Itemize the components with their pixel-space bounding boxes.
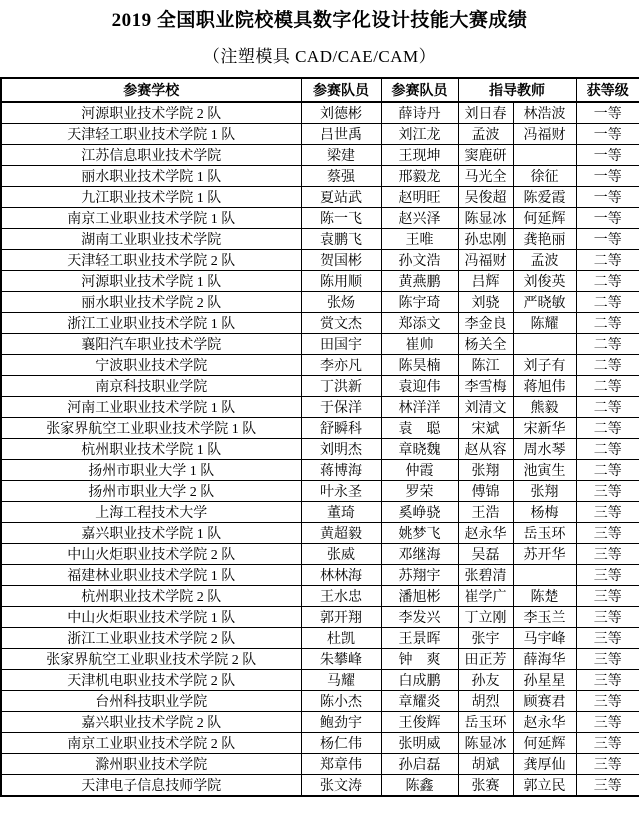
member1-cell: 杜凯 bbox=[301, 628, 381, 649]
page-subtitle: （注塑模具 CAD/CAE/CAM） bbox=[202, 47, 437, 66]
school-cell: 上海工程技术大学 bbox=[1, 502, 301, 523]
teacher1-cell: 吴磊 bbox=[458, 544, 513, 565]
teacher1-cell: 赵从容 bbox=[458, 439, 513, 460]
member1-cell: 舒瞬科 bbox=[301, 418, 381, 439]
table-row bbox=[1, 460, 639, 481]
member1-cell: 张文涛 bbox=[301, 775, 381, 797]
award-cell: 三等 bbox=[576, 502, 639, 523]
school-cell: 扬州市职业大学 2 队 bbox=[1, 481, 301, 502]
member2-cell: 仲霞 bbox=[381, 460, 458, 481]
member2-cell: 袁迎伟 bbox=[381, 376, 458, 397]
member1-cell: 夏站武 bbox=[301, 187, 381, 208]
teacher2-cell: 蒋旭伟 bbox=[513, 376, 576, 397]
award-cell: 一等 bbox=[576, 187, 639, 208]
table-row bbox=[1, 670, 639, 691]
award-cell: 三等 bbox=[576, 628, 639, 649]
member2-cell: 邓继海 bbox=[381, 544, 458, 565]
table-row bbox=[1, 250, 639, 271]
member1-cell: 袁鹏飞 bbox=[301, 229, 381, 250]
teacher1-cell: 孙忠刚 bbox=[458, 229, 513, 250]
member2-cell: 章晓魏 bbox=[381, 439, 458, 460]
teacher2-cell: 杨梅 bbox=[513, 502, 576, 523]
teacher2-cell: 薛海华 bbox=[513, 649, 576, 670]
table-row bbox=[1, 166, 639, 187]
member2-cell: 李发兴 bbox=[381, 607, 458, 628]
teacher1-cell: 张宇 bbox=[458, 628, 513, 649]
award-cell: 二等 bbox=[576, 460, 639, 481]
teacher1-cell: 马光全 bbox=[458, 166, 513, 187]
teacher1-cell: 李金良 bbox=[458, 313, 513, 334]
school-cell: 杭州职业技术学院 1 队 bbox=[1, 439, 301, 460]
teacher1-cell: 冯福财 bbox=[458, 250, 513, 271]
award-cell: 二等 bbox=[576, 250, 639, 271]
school-cell: 福建林业职业技术学院 1 队 bbox=[1, 565, 301, 586]
member2-cell: 苏翔宇 bbox=[381, 565, 458, 586]
member2-cell: 邢毅龙 bbox=[381, 166, 458, 187]
teacher2-cell: 严晓敏 bbox=[513, 292, 576, 313]
table-row bbox=[1, 565, 639, 586]
table-row bbox=[1, 102, 639, 124]
member1-cell: 吕世禹 bbox=[301, 124, 381, 145]
teacher2-cell: 周水琴 bbox=[513, 439, 576, 460]
member2-cell: 章耀炎 bbox=[381, 691, 458, 712]
teacher2-cell: 郭立民 bbox=[513, 775, 576, 797]
member1-cell: 张威 bbox=[301, 544, 381, 565]
table-row bbox=[1, 754, 639, 775]
teacher2-cell: 李玉兰 bbox=[513, 607, 576, 628]
member1-cell: 梁建 bbox=[301, 145, 381, 166]
member2-cell: 陈宇琦 bbox=[381, 292, 458, 313]
school-cell: 河南工业职业技术学院 1 队 bbox=[1, 397, 301, 418]
teacher2-cell: 孙星星 bbox=[513, 670, 576, 691]
table-row bbox=[1, 355, 639, 376]
teacher1-cell: 胡烈 bbox=[458, 691, 513, 712]
member1-cell: 贺国彬 bbox=[301, 250, 381, 271]
teacher1-cell: 吕辉 bbox=[458, 271, 513, 292]
teacher1-cell: 吴俊超 bbox=[458, 187, 513, 208]
member1-cell: 马耀 bbox=[301, 670, 381, 691]
school-cell: 江苏信息职业技术学院 bbox=[1, 145, 301, 166]
member2-cell: 王现坤 bbox=[381, 145, 458, 166]
school-cell: 湖南工业职业技术学院 bbox=[1, 229, 301, 250]
header-member2: 参赛队员 bbox=[381, 78, 458, 102]
award-cell: 三等 bbox=[576, 691, 639, 712]
teacher2-cell: 宋新华 bbox=[513, 418, 576, 439]
teacher1-cell: 杨关全 bbox=[458, 334, 513, 355]
member1-cell: 张炀 bbox=[301, 292, 381, 313]
school-cell: 南京科技职业学院 bbox=[1, 376, 301, 397]
member1-cell: 李亦凡 bbox=[301, 355, 381, 376]
teacher1-cell: 赵永华 bbox=[458, 523, 513, 544]
table-row bbox=[1, 502, 639, 523]
member1-cell: 陈用顺 bbox=[301, 271, 381, 292]
school-cell: 中山火炬职业技术学院 1 队 bbox=[1, 607, 301, 628]
member1-cell: 杨仁伟 bbox=[301, 733, 381, 754]
award-cell: 一等 bbox=[576, 124, 639, 145]
award-cell: 三等 bbox=[576, 565, 639, 586]
teacher2-cell: 林浩波 bbox=[513, 102, 576, 124]
award-cell: 二等 bbox=[576, 271, 639, 292]
teacher1-cell: 陈显冰 bbox=[458, 733, 513, 754]
member2-cell: 孙文浩 bbox=[381, 250, 458, 271]
teacher2-cell bbox=[513, 565, 576, 586]
teacher2-cell: 岳玉环 bbox=[513, 523, 576, 544]
teacher2-cell: 何延辉 bbox=[513, 208, 576, 229]
member1-cell: 田国宇 bbox=[301, 334, 381, 355]
table-row bbox=[1, 649, 639, 670]
teacher2-cell: 苏开华 bbox=[513, 544, 576, 565]
member1-cell: 于保洋 bbox=[301, 397, 381, 418]
teacher2-cell: 顾赛君 bbox=[513, 691, 576, 712]
award-cell: 三等 bbox=[576, 712, 639, 733]
award-cell: 二等 bbox=[576, 397, 639, 418]
member1-cell: 刘明杰 bbox=[301, 439, 381, 460]
member1-cell: 蔡强 bbox=[301, 166, 381, 187]
table-row bbox=[1, 145, 639, 166]
school-cell: 滁州职业技术学院 bbox=[1, 754, 301, 775]
table-row bbox=[1, 733, 639, 754]
header-teachers: 指导教师 bbox=[458, 78, 576, 102]
teacher1-cell: 王浩 bbox=[458, 502, 513, 523]
school-cell: 嘉兴职业技术学院 1 队 bbox=[1, 523, 301, 544]
member1-cell: 郑章伟 bbox=[301, 754, 381, 775]
member2-cell: 袁 聪 bbox=[381, 418, 458, 439]
table-row bbox=[1, 586, 639, 607]
school-cell: 浙江工业职业技术学院 2 队 bbox=[1, 628, 301, 649]
member2-cell: 陈昊楠 bbox=[381, 355, 458, 376]
award-cell: 三等 bbox=[576, 481, 639, 502]
award-cell: 一等 bbox=[576, 208, 639, 229]
award-cell: 三等 bbox=[576, 544, 639, 565]
teacher2-cell: 徐征 bbox=[513, 166, 576, 187]
teacher1-cell: 陈显冰 bbox=[458, 208, 513, 229]
member1-cell: 陈小杰 bbox=[301, 691, 381, 712]
member2-cell: 白成鹏 bbox=[381, 670, 458, 691]
table-row bbox=[1, 523, 639, 544]
member2-cell: 王唯 bbox=[381, 229, 458, 250]
table-row bbox=[1, 229, 639, 250]
table-row bbox=[1, 628, 639, 649]
teacher2-cell bbox=[513, 145, 576, 166]
teacher2-cell: 赵永华 bbox=[513, 712, 576, 733]
school-cell: 天津电子信息技师学院 bbox=[1, 775, 301, 797]
teacher1-cell: 孟波 bbox=[458, 124, 513, 145]
teacher1-cell: 岳玉环 bbox=[458, 712, 513, 733]
award-cell: 三等 bbox=[576, 754, 639, 775]
header-school: 参赛学校 bbox=[1, 78, 301, 102]
teacher2-cell: 熊毅 bbox=[513, 397, 576, 418]
award-cell: 二等 bbox=[576, 376, 639, 397]
member1-cell: 郭开翔 bbox=[301, 607, 381, 628]
teacher2-cell bbox=[513, 334, 576, 355]
member2-cell: 林洋洋 bbox=[381, 397, 458, 418]
table-row bbox=[1, 271, 639, 292]
teacher1-cell: 陈江 bbox=[458, 355, 513, 376]
school-cell: 嘉兴职业技术学院 2 队 bbox=[1, 712, 301, 733]
teacher2-cell: 龚艳丽 bbox=[513, 229, 576, 250]
teacher1-cell: 田正芳 bbox=[458, 649, 513, 670]
teacher2-cell: 马宇峰 bbox=[513, 628, 576, 649]
teacher2-cell: 陈耀 bbox=[513, 313, 576, 334]
school-cell: 张家界航空工业职业技术学院 2 队 bbox=[1, 649, 301, 670]
teacher1-cell: 张赛 bbox=[458, 775, 513, 797]
teacher1-cell: 傅锦 bbox=[458, 481, 513, 502]
member1-cell: 丁洪新 bbox=[301, 376, 381, 397]
member2-cell: 崔帅 bbox=[381, 334, 458, 355]
award-cell: 一等 bbox=[576, 166, 639, 187]
teacher1-cell: 张翔 bbox=[458, 460, 513, 481]
member2-cell: 刘江龙 bbox=[381, 124, 458, 145]
member2-cell: 薛诗丹 bbox=[381, 102, 458, 124]
school-cell: 扬州市职业大学 1 队 bbox=[1, 460, 301, 481]
award-cell: 三等 bbox=[576, 733, 639, 754]
award-cell: 三等 bbox=[576, 586, 639, 607]
teacher2-cell: 冯福财 bbox=[513, 124, 576, 145]
member1-cell: 黄超毅 bbox=[301, 523, 381, 544]
school-cell: 南京工业职业技术学院 2 队 bbox=[1, 733, 301, 754]
teacher1-cell: 宋斌 bbox=[458, 418, 513, 439]
table-row bbox=[1, 187, 639, 208]
teacher1-cell: 孙友 bbox=[458, 670, 513, 691]
teacher2-cell: 何延辉 bbox=[513, 733, 576, 754]
header-member1: 参赛队员 bbox=[301, 78, 381, 102]
school-cell: 台州科技职业学院 bbox=[1, 691, 301, 712]
teacher1-cell: 崔学广 bbox=[458, 586, 513, 607]
table-row bbox=[1, 712, 639, 733]
teacher2-cell: 池寅生 bbox=[513, 460, 576, 481]
table-header-row bbox=[1, 78, 639, 102]
member1-cell: 鲍劲宇 bbox=[301, 712, 381, 733]
school-cell: 九江职业技术学院 1 队 bbox=[1, 187, 301, 208]
member1-cell: 赏文杰 bbox=[301, 313, 381, 334]
table-row bbox=[1, 418, 639, 439]
member2-cell: 奚峥骁 bbox=[381, 502, 458, 523]
member2-cell: 郑添文 bbox=[381, 313, 458, 334]
school-cell: 南京工业职业技术学院 1 队 bbox=[1, 208, 301, 229]
teacher1-cell: 窦鹿研 bbox=[458, 145, 513, 166]
school-cell: 天津轻工职业技术学院 1 队 bbox=[1, 124, 301, 145]
teacher2-cell: 孟波 bbox=[513, 250, 576, 271]
teacher2-cell: 刘俊英 bbox=[513, 271, 576, 292]
table-row bbox=[1, 607, 639, 628]
award-cell: 二等 bbox=[576, 334, 639, 355]
teacher1-cell: 刘日春 bbox=[458, 102, 513, 124]
school-cell: 张家界航空工业职业技术学院 1 队 bbox=[1, 418, 301, 439]
results-table bbox=[0, 77, 639, 797]
member2-cell: 王俊辉 bbox=[381, 712, 458, 733]
table-row bbox=[1, 775, 639, 797]
table-header bbox=[1, 78, 639, 102]
member2-cell: 潘旭彬 bbox=[381, 586, 458, 607]
member2-cell: 张明威 bbox=[381, 733, 458, 754]
teacher2-cell: 陈爱霞 bbox=[513, 187, 576, 208]
teacher2-cell: 刘子有 bbox=[513, 355, 576, 376]
table-row bbox=[1, 691, 639, 712]
award-cell: 二等 bbox=[576, 292, 639, 313]
member2-cell: 姚梦飞 bbox=[381, 523, 458, 544]
table-row bbox=[1, 481, 639, 502]
school-cell: 河源职业技术学院 1 队 bbox=[1, 271, 301, 292]
teacher1-cell: 张碧清 bbox=[458, 565, 513, 586]
table-row bbox=[1, 124, 639, 145]
school-cell: 天津机电职业技术学院 2 队 bbox=[1, 670, 301, 691]
table-row bbox=[1, 439, 639, 460]
teacher1-cell: 李雪梅 bbox=[458, 376, 513, 397]
award-cell: 一等 bbox=[576, 145, 639, 166]
member1-cell: 陈一飞 bbox=[301, 208, 381, 229]
member1-cell: 朱攀峰 bbox=[301, 649, 381, 670]
award-cell: 一等 bbox=[576, 229, 639, 250]
table-row bbox=[1, 376, 639, 397]
award-cell: 二等 bbox=[576, 439, 639, 460]
school-cell: 河源职业技术学院 2 队 bbox=[1, 102, 301, 124]
member2-cell: 赵兴泽 bbox=[381, 208, 458, 229]
member2-cell: 黄燕鹏 bbox=[381, 271, 458, 292]
award-cell: 三等 bbox=[576, 775, 639, 797]
table-row bbox=[1, 292, 639, 313]
member1-cell: 林林海 bbox=[301, 565, 381, 586]
header-award: 获等级 bbox=[576, 78, 639, 102]
award-cell: 二等 bbox=[576, 313, 639, 334]
teacher2-cell: 张翔 bbox=[513, 481, 576, 502]
table-row bbox=[1, 544, 639, 565]
school-cell: 天津轻工职业技术学院 2 队 bbox=[1, 250, 301, 271]
table-row bbox=[1, 334, 639, 355]
member1-cell: 叶永圣 bbox=[301, 481, 381, 502]
table-row bbox=[1, 313, 639, 334]
member2-cell: 王景晖 bbox=[381, 628, 458, 649]
member2-cell: 孙启磊 bbox=[381, 754, 458, 775]
member2-cell: 赵明旺 bbox=[381, 187, 458, 208]
school-cell: 浙江工业职业技术学院 1 队 bbox=[1, 313, 301, 334]
member2-cell: 罗荣 bbox=[381, 481, 458, 502]
award-cell: 二等 bbox=[576, 355, 639, 376]
school-cell: 宁波职业技术学院 bbox=[1, 355, 301, 376]
member1-cell: 刘德彬 bbox=[301, 102, 381, 124]
school-cell: 襄阳汽车职业技术学院 bbox=[1, 334, 301, 355]
award-cell: 三等 bbox=[576, 607, 639, 628]
teacher2-cell: 陈楚 bbox=[513, 586, 576, 607]
school-cell: 中山火炬职业技术学院 2 队 bbox=[1, 544, 301, 565]
award-cell: 二等 bbox=[576, 418, 639, 439]
member2-cell: 陈鑫 bbox=[381, 775, 458, 797]
teacher1-cell: 胡斌 bbox=[458, 754, 513, 775]
member2-cell: 钟 爽 bbox=[381, 649, 458, 670]
award-cell: 三等 bbox=[576, 523, 639, 544]
results-body bbox=[1, 102, 639, 796]
table-row bbox=[1, 397, 639, 418]
school-cell: 杭州职业技术学院 2 队 bbox=[1, 586, 301, 607]
award-cell: 一等 bbox=[576, 102, 639, 124]
member1-cell: 董琦 bbox=[301, 502, 381, 523]
teacher2-cell: 龚厚仙 bbox=[513, 754, 576, 775]
teacher1-cell: 丁立刚 bbox=[458, 607, 513, 628]
school-cell: 丽水职业技术学院 1 队 bbox=[1, 166, 301, 187]
school-cell: 丽水职业技术学院 2 队 bbox=[1, 292, 301, 313]
page-title: 2019 全国职业院校模具数字化设计技能大赛成绩 bbox=[111, 10, 528, 31]
member1-cell: 蒋博海 bbox=[301, 460, 381, 481]
member1-cell: 王水忠 bbox=[301, 586, 381, 607]
teacher1-cell: 刘清文 bbox=[458, 397, 513, 418]
table-row bbox=[1, 208, 639, 229]
award-cell: 三等 bbox=[576, 670, 639, 691]
teacher1-cell: 刘骁 bbox=[458, 292, 513, 313]
award-cell: 三等 bbox=[576, 649, 639, 670]
